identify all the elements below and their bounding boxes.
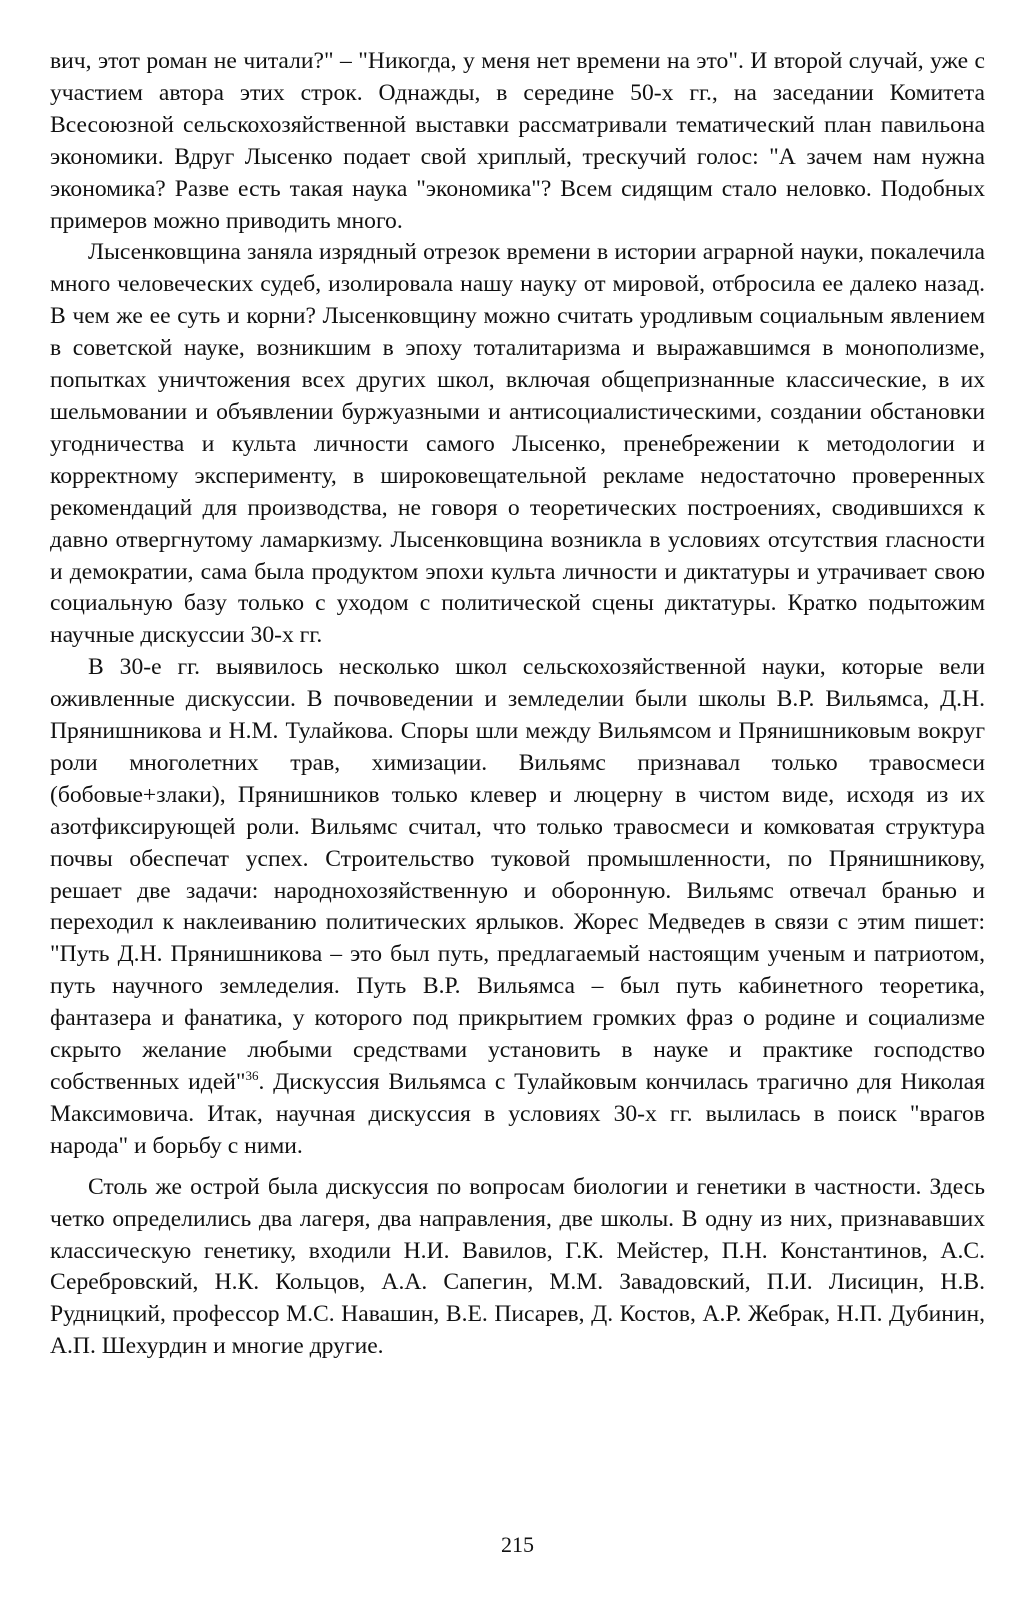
paragraph-3-text: В 30-е гг. выявилось несколько школ сельскохозяйственной науки, которые вели оживленные дискуссии. В почвоведении и земледелии были школы В.Р. Вильямса, Д.Н. Прянишникова и Н.М. Тулайкова. Споры шли между Вильямсом и Прянишниковым вокруг роли многолетних трав, химизации. Вильямс признавал только травосмеси (бобовые+злаки), Прянишников только клевер и люцерну в чистом виде, исходя из их азотфиксирующей роли. Вильямс считал, что только травосмеси и комковатая структура почвы обеспечат успех. Строительство туковой промышленности, по Прянишникову, решает две задачи: народнохозяйственную и оборонную. Вильямс отвечал бранью и переходил к наклеиванию политических ярлыков. Жорес Медведев в связи с этим пишет: "Путь Д.Н. Прянишникова – это был путь, предлагаемый настоящим ученым и патриотом, путь научного земледелия. Путь В.Р. Вильямса – был путь кабинетного теоретика, фантазера и фанатика, у которого под прикрытием громких фраз о родине и социализме скрыто желание любыми средствами установить в науке и практике господство собственных идей" bbox=[50, 654, 985, 1095]
page-number: 215 bbox=[501, 1532, 534, 1557]
paragraph-4: Столь же острой была дискуссия по вопросам биологии и генетики в частности. Здесь четко определились два лагеря, два направления, две школы. В одну из них, признававших классическую генетику, входили Н.И. Вавилов, Г.К. Мейстер, П.Н. Константинов, А.С. Серебровский, Н.К. Кольцов, А.А. Сапегин, М.М. Завадовский, П.И. Лисицин, Н.В. Рудницкий, профессор М.С. Навашин, В.Е. Писарев, Д. Костов, А.Р. Жебрак, Н.П. Дубинин, А.П. Шехурдин и многие другие. bbox=[50, 1173, 985, 1360]
paragraph-3 bbox=[50, 652, 985, 1163]
paragraph-2: Лысенковщина заняла изрядный отрезок времени в истории аграрной науки, покалечила много человеческих судеб, изолировала нашу науку от мировой, отбросила ее далеко назад. В чем же ее суть и корни? Лысенковщину можно считать уродливым социальным явлением в советской науке, возникшим в эпоху тоталитаризма и выражавшимся в монополизме, попытках уничтожения всех других школ, включая общепризнанные классические, в их шельмовании и объявлении буржуазными и антисоциалистическими, создании обстановки угодничества и культа личности самого Лысенко, пренебрежении к методологии и корректному эксперименту, в широковещательной рекламе недостаточно проверенных рекомендаций для производства, не говоря о теоретических построениях, сводившихся к давно отвергнутому ламаркизму. Лысенковщина возникла в условиях отсутствия гласности и демократии, сама была продуктом эпохи культа личности и диктатуры и утрачивает свою социальную базу только с уходом с политической сцены диктатуры. Кратко подытожим научные дискуссии 30-х гг. bbox=[50, 239, 985, 649]
paragraph-1: вич, этот роман не читали?" – "Никогда, у меня нет времени на это". И второй случай, уже с участием автора этих строк. Однажды, в середине 50-х гг., на заседании Комитета Всесоюзной сельскохозяйственной выставки рассматривали тематический план павильона экономики. Вдруг Лысенко подает свой хриплый, трескучий голос: "А зачем нам нужна экономика? Разве есть такая наука "экономика"? Всем сидящим стало неловко. Подобных примеров можно приводить много. bbox=[50, 48, 985, 234]
body-text bbox=[50, 46, 985, 1363]
footnote-ref-36: 36 bbox=[245, 1068, 259, 1084]
paragraph-3-tail: . Дискуссия Вильямса с Тулайковым кончилась трагично для Николая Максимовича. Итак, научная дискуссия в условиях 30-х гг. вылилась в поиск "врагов народа" и борьбу с ними. bbox=[50, 1069, 985, 1159]
